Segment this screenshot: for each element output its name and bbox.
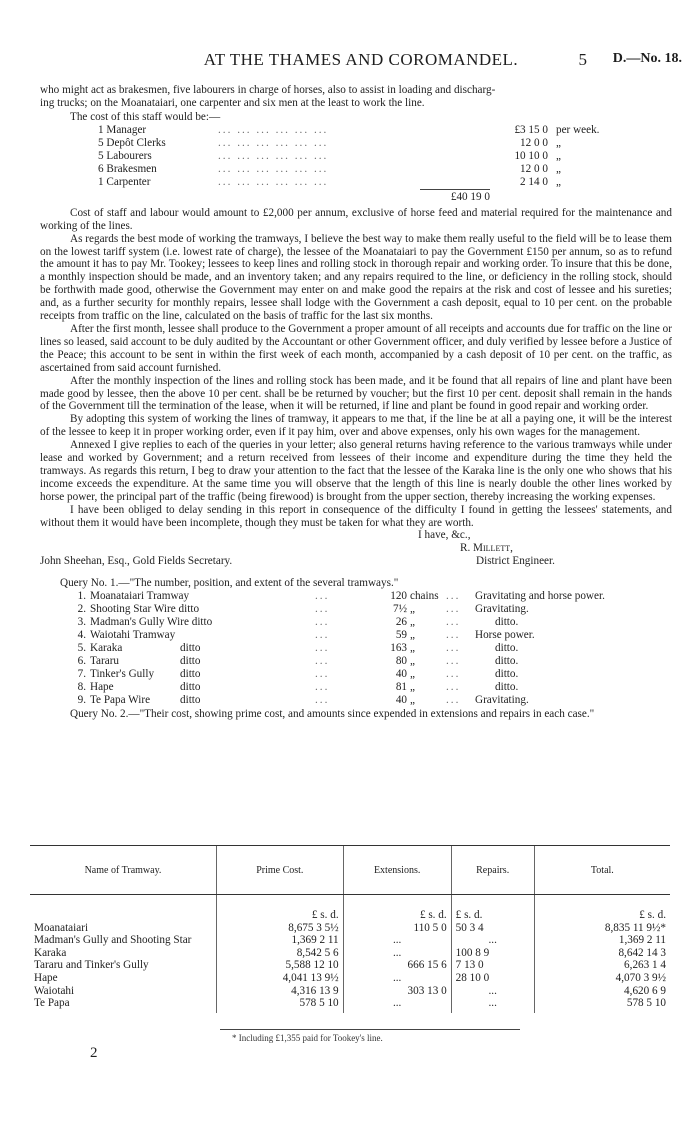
leader-dots: ... [315,603,330,616]
tramway-length: 80 [395,655,407,668]
leader-dots: ... ... ... ... ... ... [218,136,329,149]
units-row [30,895,670,922]
tramway-length: 120 [390,590,407,603]
closing: I have, &c., [418,529,471,542]
leader-dots: ... [315,629,330,642]
tramway-power: ditto. [495,681,519,694]
total-cell: 578 5 10 [534,997,670,1013]
table-row [30,972,670,985]
paragraph: As regards the best mode of working the tramways, I believe the best way to make them really useful to the field will be to lease them on the lowest tariff system (i.e. lowest rate of charge), the lessee of the Moanataiari to pay the Government £150 per annum, so as to refund the amount it has to pay Mr. Tookey; lessees to keep lines and rolling stock in thorough repair and working order. To insure that this be done, a monthly inspection should be made, and an inventory taken; and any repairs required to the line, or deficiency in the rolling stock, should be forthwith made good, otherwise the Government may enter on and make good the repairs at the risk and cost of lessee and his sureties; and, as a further security for monthly repairs, lessee shall lodge with the Government a cash deposit, equal to 10 per cent. on the probable receipts from traffic on the line, calculated on the basis of traffic for the last six months. [40,232,672,323]
report-body [40,84,672,721]
staff-unit: „ [556,136,561,149]
intro-line: who might act as brakesmen, five labourers in charge of horses, also to assist in loading and discharg- [40,84,496,96]
tramway-power: Gravitating. [475,694,529,707]
staff-amount: 12 0 0 [520,136,548,149]
tramway-name-cell: Hape [34,971,58,984]
table-footnote [220,1029,520,1043]
signature-block [40,529,672,569]
staff-unit: „ [556,175,561,188]
staff-qty: 5 Depôt Clerks [98,136,166,149]
tramway-length: 163 [390,642,407,655]
tramway-cost-table [30,845,670,1013]
tramway-row [70,694,670,707]
tramway-unit: „ [410,616,415,629]
folio-number: 2 [90,1045,98,1061]
units-cell: £ s. d. [534,895,670,922]
paragraph: After the monthly inspection of the lines and rolling stock has been made, and it be found that all repairs of line and plant have been made good by lessee, then the above 10 per cent. shall be be returned by voucher; but the first 10 per cent. deposit shall remain in the hands of the Government till the termination of the lease, when it will be returned, if line and plant be found in good repair and working order. [40,374,672,413]
tramway-unit: „ [410,603,415,616]
tramway-length: 26 [395,616,407,629]
query-1-block [40,577,672,708]
footnote-text: * Including £1,355 paid for Tookey's line. [232,1033,383,1043]
tramway-name: Te Papa Wire [90,694,151,707]
repairs-cell: 100 8 9 [451,947,534,960]
total-cell: 8,835 11 9½* [534,922,670,935]
repairs-cell: 28 10 0 [451,972,534,985]
col-header-prime: Prime Cost. [217,846,344,895]
signatory-title: District Engineer. [476,555,555,568]
leader-dots: ... [446,616,461,629]
leader-dots: ... [446,590,461,603]
tramway-power: ditto. [495,616,519,629]
staff-qty: 1 Carpenter [98,175,151,188]
tramway-row [70,681,670,694]
total-cell: 4,070 3 9½ [534,972,670,985]
sum-rule [420,189,490,190]
tramway-name-cell: Moanataiari [34,921,89,934]
tramway-kind: ditto [180,668,201,681]
tramway-unit: „ [410,694,415,707]
leader-dots: ... [446,681,461,694]
staff-unit: per week. [556,123,600,136]
staff-cost-row [98,137,658,150]
tramway-length: 81 [395,681,407,694]
prime-cost-cell: 8,675 3 5½ [217,922,344,935]
table-row [30,985,670,998]
staff-cost-row [98,163,658,176]
tramway-kind: ditto [180,681,201,694]
page-title: AT THE THAMES AND COROMANDEL. [203,50,519,69]
staff-cost-list [40,111,672,203]
leader-dots: ... [315,616,330,629]
leader-dots: ... [315,655,330,668]
paragraph: After the first month, lessee shall produce to the Government a proper amount of all receipts and accounts due for traffic on the line or lines so leased, said account to be duly audited by the Accountant or other Government officer, and duly verified by lessee before a Justice of the Peace; this account to be sent in within the first week of each month, accompanied by a cash deposit of 10 per cent. on the traffic, as ascertained from said account furnished. [40,322,672,374]
leader-dots: ... [446,629,461,642]
tramway-number: 1. [77,590,86,603]
tramway-unit: „ [410,642,415,655]
total-cell: 8,642 14 3 [534,947,670,960]
staff-cost-label: The cost of this staff would be:— [70,110,221,123]
tramway-number: 3. [77,616,86,629]
staff-qty: 5 Labourers [98,149,152,162]
tramway-name: Waiotahi Tramway [90,629,176,642]
table-row [30,947,670,960]
tramway-row [70,629,670,642]
tramway-row [70,642,670,655]
tramway-unit: chains [410,590,439,603]
col-header-total: Total. [534,846,670,895]
extensions-cell: ... [343,947,451,960]
staff-qty: 6 Brakesmen [98,162,157,175]
leader-dots: ... [446,668,461,681]
staff-amount: 10 10 0 [514,149,548,162]
staff-unit: „ [556,149,561,162]
tramway-unit: „ [410,655,415,668]
prime-cost-cell: 4,316 13 9 [217,985,344,998]
page-number: 5 [578,50,587,69]
prime-cost-cell: 8,542 5 6 [217,947,344,960]
query-1-text: Query No. 1.—"The number, position, and extent of the several tramways." [60,577,399,590]
tramway-name: Tararu [90,655,120,668]
repairs-cell: 7 13 0 [451,959,534,972]
paragraph: Annexed I give replies to each of the queries in your letter; also general returns having reference to the various tramways while under lease and worked by Government; and a return received from lessees of their income and expenditure during the time they held the tramways. As regards this return, I beg to draw your attention to the fact that the lessee of the Karaka line is the only one who shows that his income exceeds the expenditure. At the same time you will observe that the length of this line is nearly double the other lines worked by horse power, the principal part of the traffic (being firewood) is brought from the upper section, thereby increasing the working expenses. [40,439,672,503]
extensions-cell: ... [343,997,451,1013]
extensions-cell: ... [343,934,451,947]
tramway-name: Moanataiari Tramway [90,590,190,603]
units-cell: £ s. d. [343,895,451,922]
tramway-row [70,603,670,616]
repairs-cell: 50 3 4 [451,922,534,935]
leader-dots: ... ... ... ... ... ... [218,175,329,188]
tramway-unit: „ [410,668,415,681]
tramway-row [70,616,670,629]
tramway-number: 9. [77,694,86,707]
leader-dots: ... [446,655,461,668]
staff-cost-total: £40 19 0 [450,190,490,203]
query-2-text: Query No. 2.—"Their cost, showing prime cost, and amounts since expended in extensions and repairs in each case." [70,708,595,721]
tramway-number: 2. [77,603,86,616]
tramway-name-cell: Waiotahi [34,984,75,997]
prime-cost-cell: 1,369 2 11 [217,934,344,947]
repairs-cell: ... [451,934,534,947]
leader-dots: ... ... ... ... ... ... [218,162,329,175]
tramway-power: Horse power. [475,629,535,642]
total-cell: 4,620 6 9 [534,985,670,998]
staff-qty: 1 Manager [98,123,147,136]
staff-unit: „ [556,162,561,175]
staff-amount: £3 15 0 [514,123,548,136]
units-cell: £ s. d. [451,895,534,922]
tramway-name: Madman's Gully Wire ditto [90,616,213,629]
tramway-length: 40 [395,694,407,707]
extensions-cell: ... [343,972,451,985]
units-cell: £ s. d. [217,895,344,922]
repairs-cell: ... [451,997,534,1013]
leader-dots: ... [315,668,330,681]
tramway-number: 6. [77,655,86,668]
tramway-power: Gravitating. [475,603,529,616]
table-header-row [30,846,670,895]
signatory-name: R. Millett, [460,542,513,555]
tramway-name: Hape [90,681,114,694]
prime-cost-cell: 4,041 13 9½ [217,972,344,985]
tramway-power: ditto. [495,642,519,655]
paragraph: Cost of staff and labour would amount to £2,000 per annum, exclusive of horse feed and material required for the maintenance and working of the lines. [40,206,672,232]
leader-dots: ... [315,590,330,603]
tramway-length: 7½ [393,603,407,616]
col-header-extensions: Extensions. [343,846,451,895]
tramway-name-cell: Karaka [34,946,67,959]
paragraph: By adopting this system of working the lines of tramway, it appears to me that, if the line be at all a paying one, it will be the interest of the lessee to keep it in proper working order, even if it pay him, over and above expenses, only his own wages for the management. [40,413,672,439]
total-cell: 6,263 1 4 [534,959,670,972]
col-header-name: Name of Tramway. [30,846,217,895]
extensions-cell: 110 5 0 [343,922,451,935]
tramway-row [70,655,670,668]
tramway-row [70,590,670,603]
leader-dots: ... ... ... ... ... ... [218,149,329,162]
table-row [30,922,670,935]
col-header-repairs: Repairs. [451,846,534,895]
extensions-cell: 303 13 0 [343,985,451,998]
tramway-length: 59 [395,629,407,642]
table-row [30,934,670,947]
intro-line: ing trucks; on the Moanataiari, one carpenter and six men at the least to work the line. [40,96,425,109]
leader-dots: ... [315,681,330,694]
tramway-power: ditto. [495,655,519,668]
leader-dots: ... [315,694,330,707]
leader-dots: ... [446,603,461,616]
tramway-row [70,668,670,681]
prime-cost-cell: 578 5 10 [217,997,344,1013]
tramway-name-cell: Tararu and Tinker's Gully [34,959,149,972]
staff-amount: 2 14 0 [520,175,548,188]
tramway-name: Tinker's Gully [90,668,155,681]
extensions-cell: 666 15 6 [343,959,451,972]
tramway-kind: ditto [180,655,201,668]
leader-dots: ... [446,642,461,655]
leader-dots: ... [315,642,330,655]
tramway-kind: ditto [180,694,201,707]
tramway-name-cell: Madman's Gully and Shooting Star [34,934,192,947]
table-cell [30,895,217,922]
running-header [40,50,682,72]
tramway-kind: ditto [180,642,201,655]
leader-dots: ... ... ... ... ... ... [218,123,329,136]
tramway-name-cell: Te Papa [34,997,70,1010]
table-row [30,997,670,1013]
staff-cost-row [98,176,658,189]
tramway-name: Shooting Star Wire ditto [90,603,200,616]
tramway-number: 4. [77,629,86,642]
tramway-name: Karaka [90,642,123,655]
leader-dots: ... [446,694,461,707]
tramway-power: Gravitating and horse power. [475,590,605,603]
table-row [30,959,670,972]
total-cell: 1,369 2 11 [534,934,670,947]
tramway-number: 8. [77,681,86,694]
tramway-unit: „ [410,629,415,642]
addressee: John Sheehan, Esq., Gold Fields Secretary. [40,555,233,568]
document-number: D.—No. 18. [612,51,682,66]
tramway-number: 7. [77,668,86,681]
staff-amount: 12 0 0 [520,162,548,175]
tramway-length: 40 [395,668,407,681]
repairs-cell: ... [451,985,534,998]
staff-cost-row [98,124,658,137]
tramway-power: ditto. [495,668,519,681]
tramway-number: 5. [77,642,86,655]
paragraph: I have been obliged to delay sending in this report in consequence of the difficulty I found in getting the lessees' statements, and without them it would have been incomplete, though they must be taken for what they are worth. [40,503,672,529]
tramway-unit: „ [410,681,415,694]
prime-cost-cell: 5,588 12 10 [217,959,344,972]
staff-cost-row [98,150,658,163]
